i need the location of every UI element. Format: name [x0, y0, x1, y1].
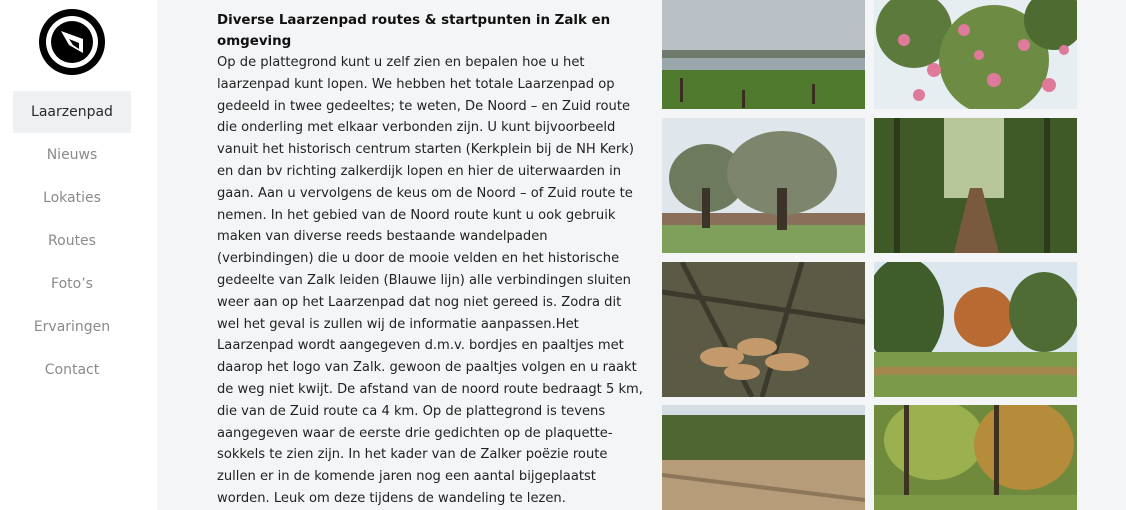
- gallery-photo-floodplain-reeds[interactable]: [662, 405, 865, 510]
- nav-item-lokaties[interactable]: Lokaties: [43, 190, 101, 206]
- article: [217, 10, 647, 510]
- article-title: Diverse Laarzenpad routes & startpunten in Zalk en omgeving: [217, 13, 611, 49]
- sidebar: [0, 0, 157, 510]
- nav-item-fotos[interactable]: Foto’s: [51, 276, 93, 292]
- nav-item-nieuws[interactable]: Nieuws: [46, 147, 98, 163]
- gallery-photo-autumn-forest-lane[interactable]: [874, 405, 1077, 510]
- gallery-photo-willow-trees[interactable]: [662, 118, 865, 253]
- nav-item-routes[interactable]: Routes: [48, 233, 96, 249]
- nav-item-laarzenpad[interactable]: Laarzenpad: [13, 91, 131, 133]
- gallery-photo-autumn-trees[interactable]: [874, 262, 1077, 397]
- article-body: Op de plattegrond kunt u zelf zien en bepalen hoe u het laarzenpad kunt lopen. We hebben het totale Laarzenpad op gedeeld in twee gedeeltes; te weten, De Noord – en Zuid route die onderling met elkaar verbonden zijn. U kunt bijvoorbeeld vanuit het historisch centrum starten (Kerkplein bij de NH Kerk) en dan bv richting zalkerdijk lopen en hier de uiterwaarden in gaan. Aan u vervolgens de keus om de Noord – of Zuid route te nemen. In het gebied van de Noord route kunt u ook gebruik maken van diverse reeds bestaande wandelpaden (verbindingen) die u door de mooie velden en het historische gedeelte van Zalk leiden (Blauwe lijn) alle verbindingen sluiten weer aan op het Laarzenpad dat nog niet gereed is. Zodra dit wel het geval is zullen wij de informatie aanpassen.Het Laarzenpad wordt aangegeven d.m.v. bordjes en paaltjes met daarop het logo van Zalk. gewoon de paaltjes volgen en u raakt de weg niet kwijt. De afstand van de noord route bedraagt 5 km, die van de Zuid route ca 4 km. Op de plattegrond is tevens aangegeven waar de eerste drie gedichten op de plaquette-sokkels te zien zijn. In het kader van de Zalker poëzie route zullen er in de komende jaren nog een aantal bijgeplaatst worden. Leuk om deze tijdens de wandeling te lezen.: [217, 55, 643, 506]
- gallery-photo-pink-blossom[interactable]: [874, 0, 1077, 109]
- gallery-photo-forest-path[interactable]: [874, 118, 1077, 253]
- gallery-photo-river-meadow[interactable]: [662, 0, 865, 109]
- photo-gallery: [662, 0, 1078, 510]
- compass-logo-icon[interactable]: [39, 9, 105, 75]
- gallery-photo-mushrooms[interactable]: [662, 262, 865, 397]
- nav-item-ervaringen[interactable]: Ervaringen: [33, 319, 111, 335]
- main-nav: [13, 91, 131, 392]
- nav-item-contact[interactable]: Contact: [44, 362, 100, 378]
